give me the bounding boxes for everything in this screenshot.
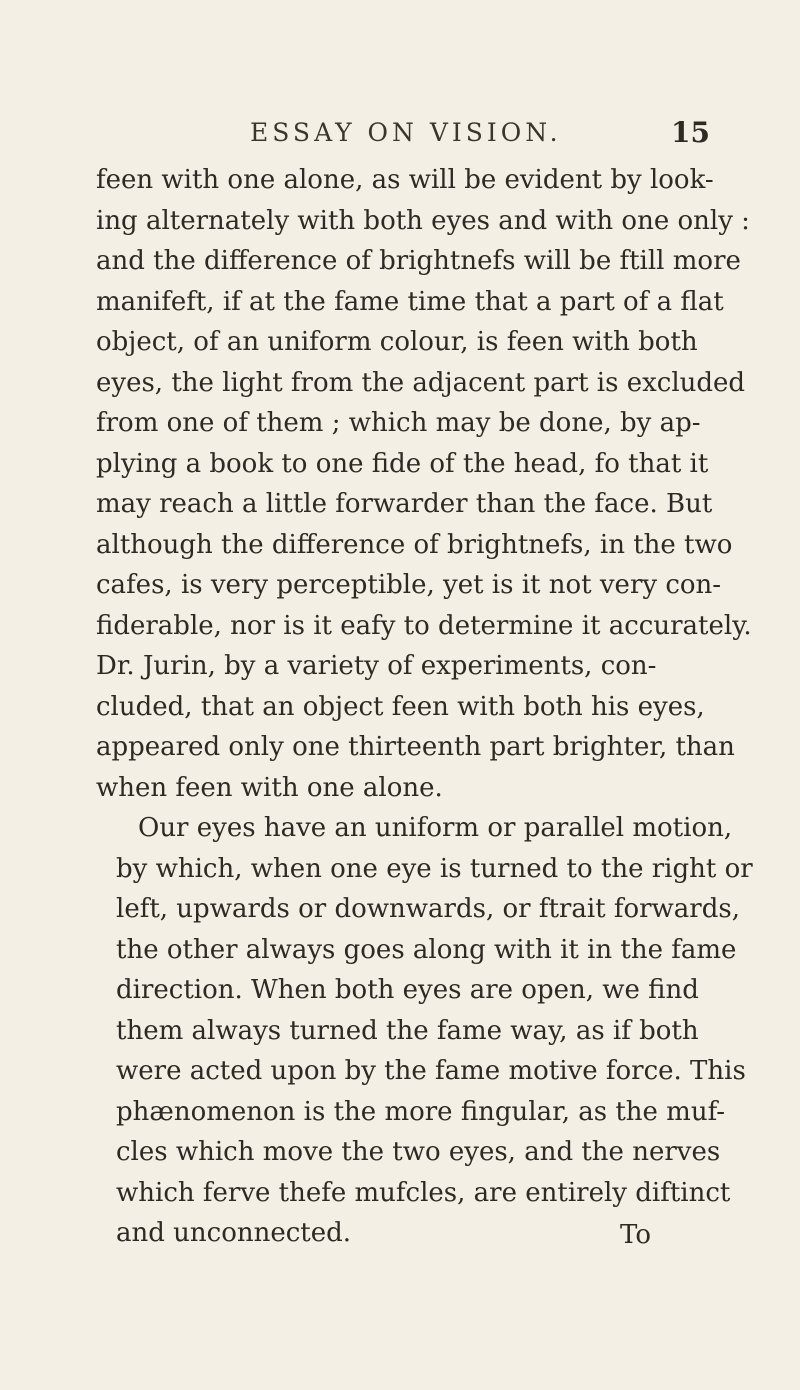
text-line: Dr. Jurin, by a variety of experiments, con- <box>96 651 657 681</box>
text-line: manifeft, if at the fame time that a part of a flat <box>96 286 724 317</box>
running-title: ESSAY ON VISION. <box>250 118 562 147</box>
text-line: phænomenon is the more fingular, as the muf- <box>116 1096 726 1127</box>
text-line: them always turned the fame way, as if both <box>116 1015 699 1046</box>
text-line: were acted upon by the fame motive force. This <box>116 1056 746 1086</box>
text-line: cluded, that an object feen with both his eyes, <box>96 691 705 722</box>
page-number: 15 <box>671 116 710 149</box>
text-line: from one of them ; which may be done, by ap- <box>96 408 701 438</box>
text-line: appeared only one thirteenth part brighter, than <box>96 732 735 762</box>
page-header <box>250 118 710 158</box>
text-line: and unconnected. <box>116 1218 352 1248</box>
text-line: ing alternately with both eyes and with one only : <box>96 205 750 236</box>
text-line: direction. When both eyes are open, we find <box>116 975 699 1005</box>
text-line: feen with one alone, as will be evident by look- <box>96 165 714 195</box>
text-line: Our eyes have an uniform or parallel motion, <box>138 813 733 843</box>
text-line: object, of an uniform colour, is feen with both <box>96 327 698 357</box>
text-line: cafes, is very perceptible, yet is it not very con- <box>96 570 722 600</box>
paragraph-1 <box>96 160 752 808</box>
text-line: by which, when one eye is turned to the right or <box>116 853 753 884</box>
paragraph-2 <box>96 808 753 1254</box>
text-line: although the difference of brightnefs, in the two <box>96 529 733 560</box>
text-line: and the difference of brightnefs will be ftill more <box>96 246 741 276</box>
text-line: which ferve thefe mufcles, are entirely diftinct <box>116 1177 731 1208</box>
text-line: cles which move the two eyes, and the nerves <box>116 1137 721 1167</box>
text-line: plying a book to one fide of the head, fo that it <box>96 448 709 479</box>
text-line: the other always goes along with it in the fame <box>116 934 737 965</box>
text-line: fiderable, nor is it eafy to determine it accurately. <box>96 610 752 641</box>
catchword: To <box>620 1220 651 1250</box>
text-line: eyes, the light from the adjacent part is excluded <box>96 367 746 398</box>
text-line: may reach a little forwarder than the face. But <box>96 489 713 519</box>
text-line: left, upwards or downwards, or ftrait forwards, <box>116 894 740 924</box>
text-line: when feen with one alone. <box>96 772 443 803</box>
